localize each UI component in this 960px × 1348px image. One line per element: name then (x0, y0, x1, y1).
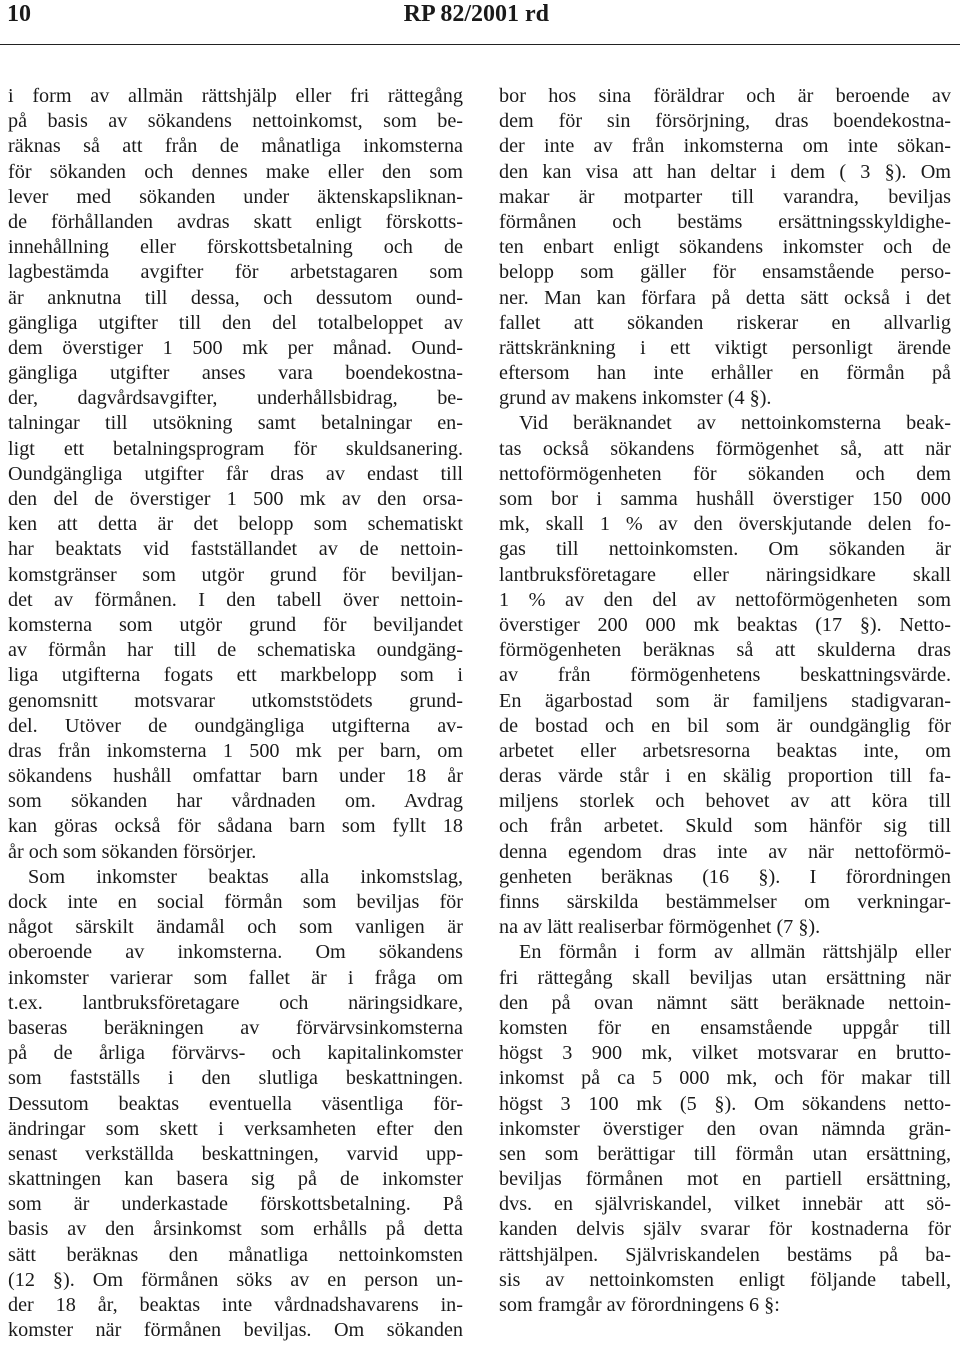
text-line: ligt ett betalningsprogram för skuldsanering. (8, 437, 463, 460)
text-line: som bor i samma hushåll överstiger 150 000 (499, 488, 951, 510)
text-line: Dessutom beaktas eventuella väsentliga för- (8, 1092, 463, 1115)
text-line: deras värde står i en skälig proportion till fa- (499, 765, 951, 788)
text-line: der inte av från inkomsterna om inte sökan- (499, 135, 951, 158)
text-line: tas också sökandens förmögenhet så, att när (499, 437, 951, 460)
text-line: rättshjälpen. Självriskandelen bestäms på ba- (499, 1243, 951, 1266)
text-line: na av lätt realiserbar förmögenhet (7 §). (499, 916, 821, 939)
text-line: miljens storlek och behovet av att köra till (499, 790, 951, 813)
text-line: högst 3 100 mk (5 §). Om sökandens netto- (499, 1092, 951, 1115)
text-line: grund av makens inkomster (4 §). (499, 387, 772, 410)
text-line: sätt beräknas den månatliga nettoinkomsten (8, 1243, 463, 1266)
text-line: kan göras också för sådana barn som fyllt 18 (8, 815, 463, 838)
text-line: komster när förmånen beviljas. Om sökanden (8, 1319, 463, 1342)
text-line: gängliga utgifter anses vara boendekostna- (8, 362, 463, 385)
text-line: bor hos sina föräldrar och är beroende av (499, 85, 951, 107)
text-line: förmögenheten beräknas så att skulderna dras (499, 639, 951, 662)
text-line: fallet att sökanden riskerar en allvarlig (499, 311, 951, 334)
text-line: ken att detta är det belopp som schematiskt (8, 513, 463, 536)
text-line: sis av nettoinkomsten enligt följande tabell, (499, 1268, 951, 1291)
text-line: räknas så att från de månatliga inkomsterna (8, 135, 463, 158)
text-line: som sökanden har vårdnaden om. Avdrag (8, 790, 463, 813)
text-line: finns särskilda bestämmelser om verkningar- (499, 891, 951, 913)
text-line: komstgränser som utgör grund för beviljan- (8, 563, 463, 586)
text-line: som fastställs i den slutliga beskattningen. (8, 1067, 463, 1090)
text-line: har beaktats vid fastställandet av de nettoin- (8, 538, 463, 561)
text-line: denna egendom dras inte av när nettoförmö- (499, 840, 951, 863)
text-line: dock inte en social förmån som beviljas för (8, 891, 463, 913)
text-line: dem överstiger 1 500 mk per månad. Ound- (8, 336, 463, 359)
text-line: Oundgängliga utgifter får dras av endast till (8, 462, 463, 485)
text-line: förmånen och bestäms ersättningsskyldighe- (499, 210, 951, 233)
text-line: eftersom han inte erhåller en förmån på (499, 362, 951, 385)
text-line: talningar till utsökning samt betalningar en- (8, 412, 463, 435)
text-line: de bostad och en bil som är oundgänglig för (499, 714, 951, 737)
text-line: (12 §). Om förmånen söks av en person un- (8, 1268, 463, 1291)
text-line: ten enbart enligt sökandens inkomster och de (499, 236, 951, 259)
text-line: dvs. en självriskandel, vilket innebär att sö- (499, 1193, 951, 1216)
text-line: belopp som gäller för ensamstående perso- (499, 261, 951, 284)
text-line: år och som sökanden försörjer. (8, 840, 257, 863)
text-line: arbetet eller arbetsresorna beaktas inte, om (499, 739, 951, 762)
text-line: det av förmånen. I den tabell över nettoin- (8, 588, 463, 611)
text-line: rättskränkning i ett viktigt personligt ärende (499, 336, 951, 359)
text-line: gas till nettoinkomsten. Om sökanden är (499, 538, 951, 561)
text-line: på basis av sökandens nettoinkomst, som be- (8, 110, 463, 133)
text-line: Som inkomster beaktas alla inkomstslag, (28, 865, 463, 888)
text-line: der 18 år, beaktas inte vårdnadshavarens in- (8, 1294, 463, 1316)
text-line: i form av allmän rättshjälp eller fri rättegång (8, 85, 463, 107)
text-line: dras från inkomsterna 1 500 mk per barn, om (8, 739, 463, 762)
text-line: sökandens hushåll omfattar barn under 18 år (8, 765, 463, 788)
text-line: den del de överstiger 1 500 mk av den orsa- (8, 488, 463, 510)
text-line: den på ovan nämnt sätt beräknade nettoin- (499, 991, 951, 1014)
text-line: En ägarbostad som är familjens stadigvaran- (499, 689, 951, 712)
text-line: inkomst på ca 5 000 mk, och för makar till (499, 1067, 951, 1090)
text-line: dem för sin försörjning, dras boendekostna- (499, 110, 951, 133)
text-line: de förhållanden avdras skatt enligt förskotts- (8, 210, 463, 233)
text-line: Vid beräknandet av nettoinkomsterna beak- (519, 412, 951, 435)
text-line: för sökanden och dennes make eller den som (8, 160, 463, 183)
text-line: gängliga utgifter till den del totalbeloppet av (8, 311, 463, 334)
text-line: lever med sökanden under äktenskapsliknan- (8, 185, 463, 208)
text-line: komsterna som utgör grund för beviljandet (8, 613, 463, 636)
text-line: fri rättegång skall beviljas utan ersättning när (499, 966, 951, 989)
text-line: som är underkastade förskottsbetalning. På (8, 1193, 463, 1216)
text-line: basis av den årsinkomst som erhålls på detta (8, 1218, 463, 1241)
text-line: nettoförmögenheten för sökanden och dem (499, 462, 951, 485)
text-line: av från förmögenhetens beskattningsvärde. (499, 664, 951, 687)
text-line: senast verkställda beskattningen, varvid upp- (8, 1142, 463, 1165)
text-line: av förmån har till de schematiska oundgäng- (8, 639, 463, 662)
header-rule (0, 44, 960, 45)
text-line: överstiger 200 000 mk beaktas (17 §). Netto- (499, 613, 951, 636)
text-line: liga utgifterna fogats ett markbelopp som i (8, 664, 463, 687)
text-line: genomsnitt motsvarar utkomststödets grund- (8, 689, 463, 712)
text-line: del. Utöver de oundgängliga utgifterna av- (8, 714, 463, 737)
text-line: mk, skall 1 % av den överskjutande delen fo- (499, 513, 951, 536)
text-line: oberoende av inkomsterna. Om sökandens (8, 941, 463, 964)
document-reference: RP 82/2001 rd (403, 1, 549, 27)
text-line: högst 3 900 mk, vilket motsvarar en brutto- (499, 1042, 951, 1065)
text-line: skattningen kan basera sig på de inkomster (8, 1168, 463, 1191)
text-line: som framgår av förordningens 6 §: (499, 1294, 780, 1316)
right-text-column (499, 84, 951, 1318)
left-text-column (8, 84, 463, 1343)
text-line: inkomster varierar som fallet är i fråga om (8, 966, 463, 989)
text-line: t.ex. lantbruksföretagare och näringsidkare, (8, 991, 463, 1014)
text-line: En förmån i form av allmän rättshjälp eller (519, 941, 951, 964)
text-line: beviljas förmånen mot en partiell ersättning, (499, 1168, 951, 1191)
text-line: något särskilt ändamål och som vanligen är (8, 916, 463, 939)
text-line: ändringar som skett i verksamheten efter den (8, 1117, 463, 1140)
text-line: sen som berättigar till förmån utan ersättning, (499, 1142, 951, 1165)
page-number: 10 (7, 1, 31, 27)
text-line: lagbestämda avgifter för arbetstagaren som (8, 261, 463, 284)
text-line: kanden delvis själv svarar för kostnaderna för (499, 1218, 951, 1241)
text-line: innehållning eller förskottsbetalning och de (8, 236, 463, 259)
text-line: den kan visa att han deltar i dem ( 3 §). Om (499, 160, 951, 183)
text-line: 1 % av den del av nettoförmögenheten som (499, 588, 951, 611)
text-line: lantbruksföretagare eller näringsidkare skall (499, 563, 951, 586)
text-line: makar är motparter till varandra, beviljas (499, 185, 951, 208)
text-line: inkomster överstiger den ovan nämnda grän- (499, 1117, 951, 1140)
text-line: genheten beräknas (16 §). I förordningen (499, 865, 951, 888)
text-line: baseras beräkningen av förvärvsinkomsterna (8, 1016, 463, 1039)
page-header (0, 0, 960, 40)
text-line: på de årliga förvärvs- och kapitalinkomster (8, 1042, 463, 1065)
text-line: är anknutna till dessa, och dessutom ound- (8, 286, 463, 309)
text-line: ner. Man kan förfara på detta sätt också i det (499, 286, 951, 309)
text-line: der, dagvårdsavgifter, underhållsbidrag, be- (8, 387, 463, 410)
text-line: och från arbetet. Skuld som hänför sig till (499, 815, 951, 838)
text-line: komsten för en ensamstående uppgår till (499, 1016, 951, 1039)
